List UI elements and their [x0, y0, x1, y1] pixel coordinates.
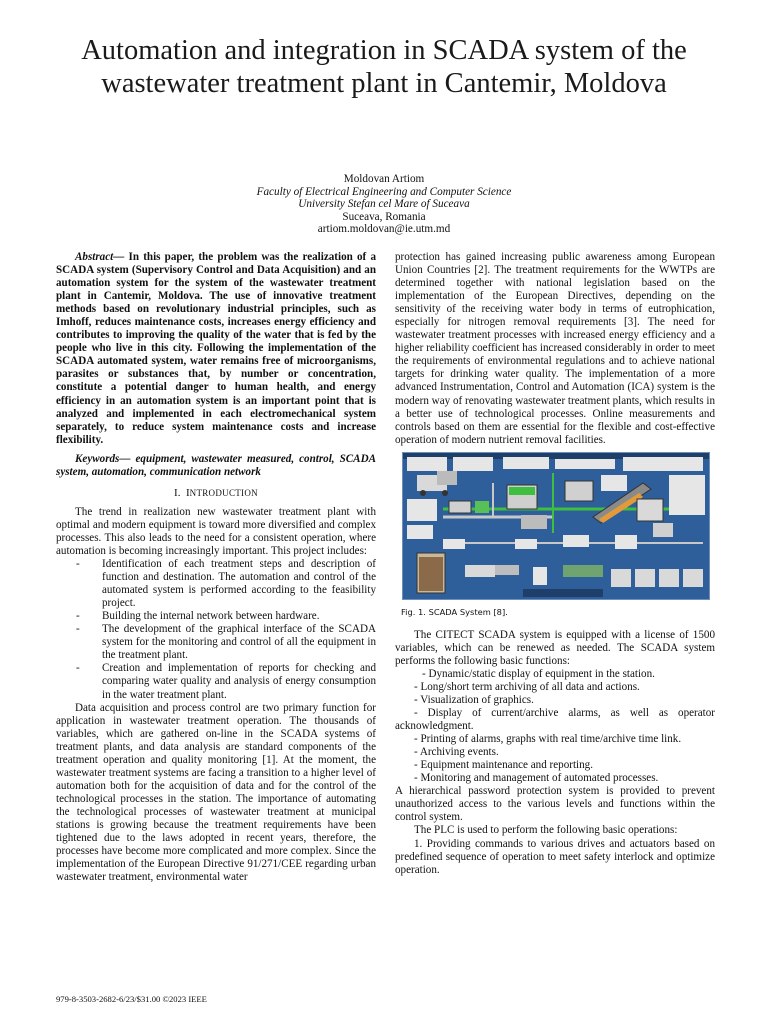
function-item: - Dynamic/static display of equipment in the station.: [422, 667, 655, 680]
scada-diagram: [403, 453, 709, 599]
author-email[interactable]: artiom.moldovan@ie.utm.md: [317, 223, 451, 236]
keywords-text: equipment, wastewater measured, control, SCADA system, automation, communication network: [56, 452, 376, 478]
abstract-text: In this paper, the problem was the realization of a SCADA system (Supervisory Control and Data Acquisition) and an automation system for the system of the wastewater treatment plant in Cantemir, Moldova. The use of innovative treatment methods based on revolutionary industrial principles, such as Imhoff, reduces maintenance costs, increases energy efficiency and contributes to improving the quality of the water that is fed by the people who live in this city. Following the implementation of the SCADA automated system, water remains free of microorganisms, parasites or substances that, by number or concentration, constitute a potential danger to human health, and energy efficiency in an automation system is an important point that is analyzed and implemented in each electromechanical system separately, to reduce system maintenance costs and increase flexibility.: [56, 251, 376, 446]
function-item: - Display of current/archive alarms, as well as operator acknowledgment.: [395, 707, 715, 733]
author-block: [120, 173, 648, 236]
list-item-text: The development of the graphical interface of the SCADA system for the monitoring and control of all the equipment in the treatment plant.: [102, 623, 376, 662]
password-paragraph: A hierarchical password protection system is provided to prevent unauthorized access to the various levels and functions within the control system.: [395, 785, 715, 824]
list-item: [56, 610, 376, 623]
list-marker: -: [76, 623, 80, 636]
author-location: Suceava, Romania: [342, 210, 426, 223]
function-item: - Archiving events.: [414, 746, 499, 759]
list-item-text: Building the internal network between hardware.: [102, 610, 320, 623]
function-item: - Long/short term archiving of all data and actions.: [414, 680, 640, 693]
paper-title: Automation and integration in SCADA system of the wastewater treatment plant in Cantemir, Moldova: [81, 35, 687, 99]
list-marker: -: [76, 610, 80, 623]
list-marker: -: [76, 558, 80, 571]
body-paragraph-continued: protection has gained increasing public awareness among European Union Countries [2]. The treatment requirements for the WWTPs are determined together with national legislation based on the implementation of the European Directives, depending on the sensitivity of the receiving water body in terms of eutrophication, especially for nitrogen removal requirements [3]. The need for wastewater treatment processes with increased energy efficiency and a higher reliability coefficient has increased considerably in order to meet the requirements of environmental regulations and to achieve national targets for drinking water quality. The implementation of a more advanced Instrumentation, Control and Automation (ICA) system is the modern way of renovating wastewater treatment plants, which results in a better use of technological processes. Online measurements and controls based on them are essential for the flexible and cost-effective operation of modern nutrient removal facilities.: [395, 251, 715, 446]
keywords-label: Keywords—: [75, 452, 131, 465]
author-faculty: Faculty of Electrical Engineering and Computer Science: [256, 185, 512, 198]
left-column: [56, 251, 376, 884]
function-item: - Printing of alarms, graphs with real time/archive time link.: [414, 733, 682, 746]
list-item-text: Creation and implementation of reports for checking and comparing water quality and analysis of energy consumption in the water treatment plant.: [102, 662, 376, 701]
function-item: - Visualization of graphics.: [414, 693, 534, 706]
author-university: University Stefan cel Mare of Suceava: [298, 198, 470, 211]
function-item: - Monitoring and management of automated processes.: [414, 772, 659, 785]
intro-paragraph: The trend in realization new wastewater treatment plant with optimal and modern equipment is toward more diversified and complex processes. This also leads to the need for a consistent operation, where automation is becoming increasingly important. This project includes:: [56, 505, 376, 557]
plc-paragraph: The PLC is used to perform the following basic operations:: [414, 824, 678, 837]
function-item: - Equipment maintenance and reporting.: [414, 759, 593, 772]
copyright-footer: 979-8-3503-2682-6/23/$31.00 ©2023 IEEE: [56, 994, 207, 1004]
right-column: [395, 251, 715, 877]
plc-item-1: 1. Providing commands to various drives and actuators based on predefined sequence of operation to meet safety interlock and optimize operation.: [395, 837, 715, 876]
body-paragraph: Data acquisition and process control are two primary function for application in wastewater treatment operation. The thousands of variables, which are gathered on-line in the SCADA systems of treatment plants, and data analysis are standard components of the treatment operation and quality monitoring [1]. At the moment, the wastewater treatment systems are facing a transition to a higher level of automation both for the acquisition of data and for the control of the technological processes in the station. The importance of automating the technological processes of wastewater treatment at municipal stations is growing because the treatment requirements have been tightened due to the laws adopted in recent years, therefore, the processes have become more complicated and more complex. Since the implementation of the European Directive 91/271/CEE regarding urban wastewater treatment, environmental water: [56, 701, 376, 884]
citect-paragraph: The CITECT SCADA system is equipped with a license of 1500 variables, which can be renewed as needed. The SCADA system performs the following basic functions:: [395, 628, 715, 667]
list-item: [56, 623, 376, 662]
scada-figure: [402, 452, 710, 600]
section-title-initial: I: [185, 486, 190, 499]
section-heading-introduction: [56, 487, 376, 500]
keywords: [56, 453, 376, 479]
abstract: [56, 251, 376, 447]
figure-caption: Fig. 1. SCADA System [8].: [401, 606, 508, 617]
section-number: I.: [174, 486, 181, 499]
section-title-rest: NTRODUCTION: [189, 487, 258, 498]
list-item-text: Identification of each treatment steps and description of function and destination. The automation and control of the automated system is performed according to the feasibility project.: [102, 558, 376, 610]
abstract-label: Abstract—: [75, 251, 125, 263]
list-item: [56, 662, 376, 701]
author-name: Moldovan Artiom: [343, 173, 425, 185]
list-marker: -: [76, 662, 80, 675]
list-item: [56, 558, 376, 610]
